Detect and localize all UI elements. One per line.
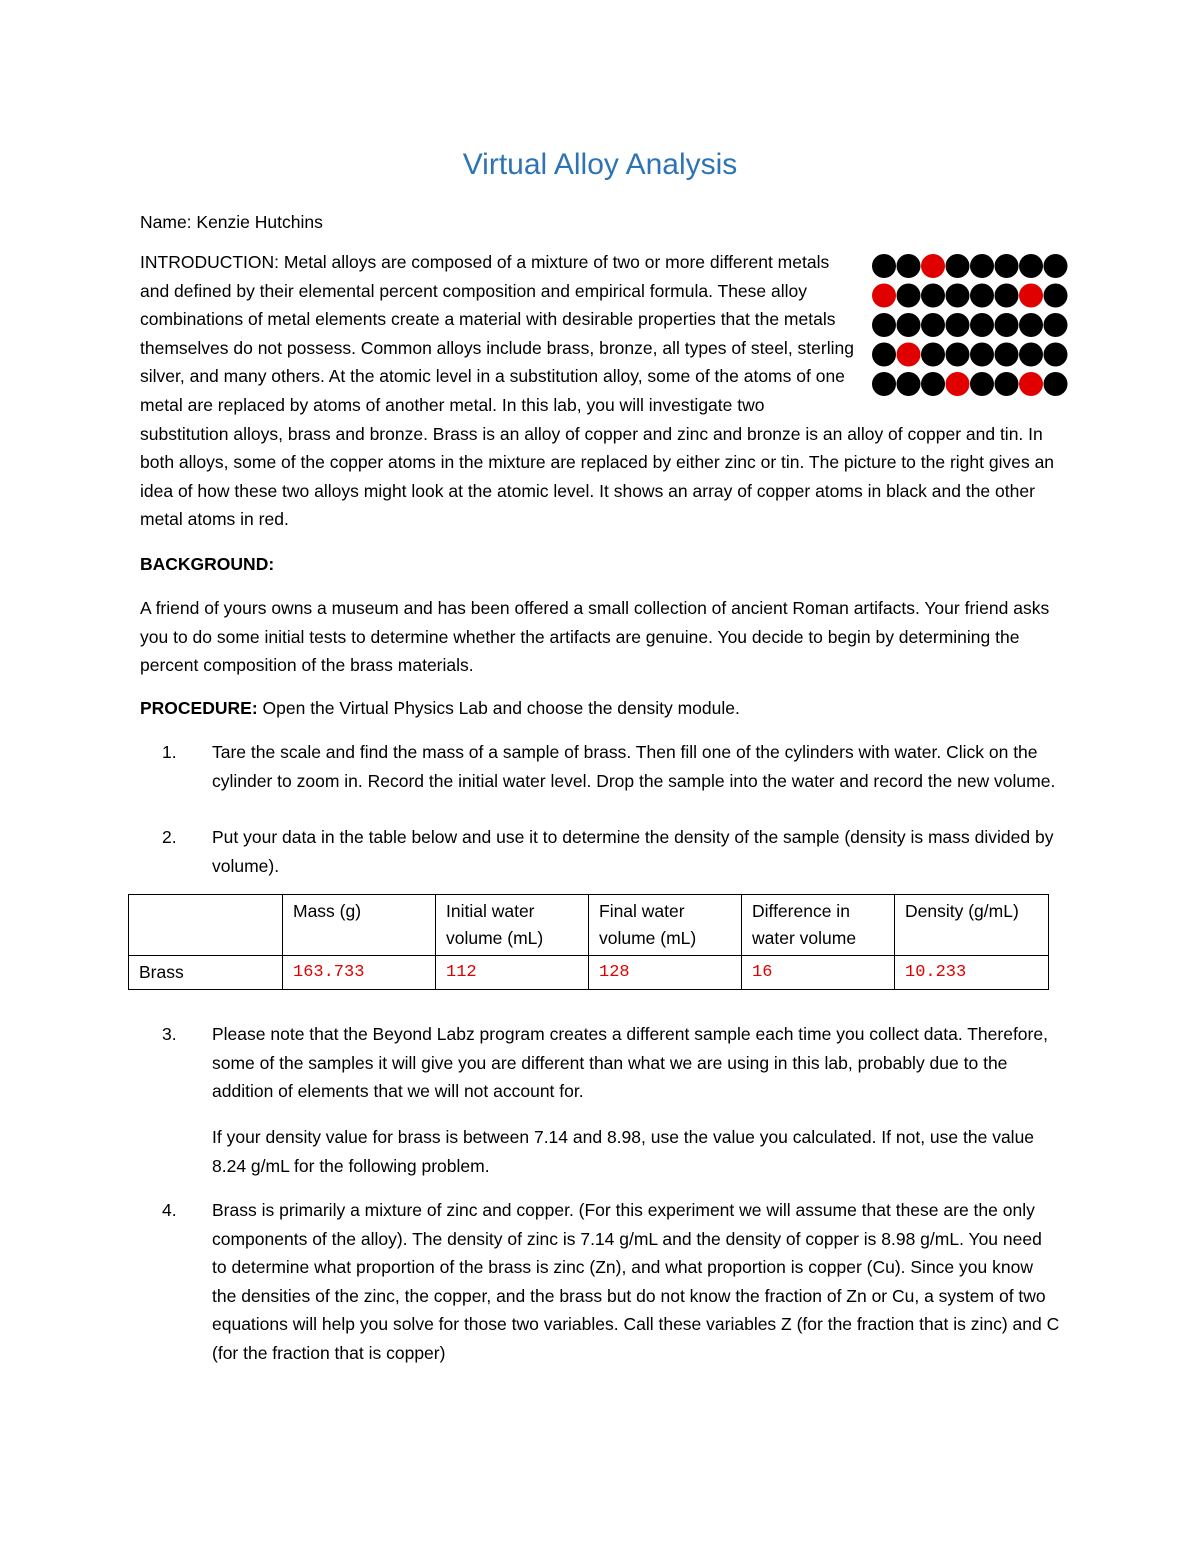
table-header-cell xyxy=(129,895,283,956)
table-header-row xyxy=(129,895,1049,956)
table-header-cell: Difference in water volume xyxy=(742,895,895,956)
step-3-note: If your density value for brass is between 7.14 and 8.98, use the value you calculated. If not, use the value 8.24 g/mL for the following problem. xyxy=(212,1127,1035,1176)
other-metal-atom xyxy=(897,343,921,367)
copper-atom xyxy=(1044,313,1068,337)
other-metal-atom xyxy=(1019,284,1043,308)
table-header-cell: Mass (g) xyxy=(283,895,436,956)
copper-atom xyxy=(921,313,945,337)
copper-atom xyxy=(872,343,896,367)
final-volume-value: 128 xyxy=(589,956,742,990)
other-metal-atom xyxy=(1019,372,1043,396)
copper-atom xyxy=(897,284,921,308)
copper-atom xyxy=(1019,254,1043,278)
copper-atom xyxy=(921,343,945,367)
copper-atom xyxy=(946,284,970,308)
copper-atom xyxy=(1044,372,1068,396)
copper-atom xyxy=(897,372,921,396)
copper-atom xyxy=(970,254,994,278)
introduction-text: Metal alloys are composed of a mixture of two or more different metals and defined by their elemental percent composition and empirical formula. These alloy combinations of metal elements create a material with desirable properties that the metals themselves do not possess. Common alloys include brass, bronze, all types of steel, sterling silver, and many others. At the atomic level in a substitution alloy, some of the atoms of one metal are replaced by atoms of another metal. In this lab, you will investigate two substitution alloys, brass and bronze. Brass is an alloy of copper and zinc and bronze is an alloy of copper and tin. In both alloys, some of the copper atoms in the mixture are replaced by either zinc or tin. The picture to the right gives an idea of how these two alloys might look at the atomic level. It shows an array of copper atoms in black and the other metal atoms in red. xyxy=(140,252,1055,530)
brass-data-table xyxy=(128,894,1049,990)
introduction-label: INTRODUCTION: xyxy=(140,252,280,272)
copper-atom xyxy=(897,254,921,278)
copper-atom xyxy=(970,343,994,367)
density-value: 10.233 xyxy=(895,956,1049,990)
copper-atom xyxy=(1044,254,1068,278)
table-header-cell: Initial water volume (mL) xyxy=(436,895,589,956)
copper-atom xyxy=(970,372,994,396)
introduction-paragraph xyxy=(140,248,1060,534)
background-heading: BACKGROUND: xyxy=(140,554,275,574)
copper-atom xyxy=(946,313,970,337)
step-text: Put your data in the table below and use it to determine the density of the sample (density is mass divided by volume). xyxy=(212,827,1054,876)
step-number: 1. xyxy=(162,742,177,762)
copper-atom xyxy=(897,313,921,337)
table-header-cell: Final water volume (mL) xyxy=(589,895,742,956)
table-header-cell: Density (g/mL) xyxy=(895,895,1049,956)
step-text: Please note that the Beyond Labz program creates a different sample each time you collect data. Therefore, some of the samples it will give you are different than what we are using in this lab, probably due to the addition of elements that we will not account for. xyxy=(212,1024,1048,1102)
copper-atom xyxy=(872,372,896,396)
copper-atom xyxy=(970,284,994,308)
initial-volume-value: 112 xyxy=(436,956,589,990)
copper-atom xyxy=(1019,313,1043,337)
step-number: 4. xyxy=(162,1200,177,1220)
copper-atom xyxy=(970,313,994,337)
other-metal-atom xyxy=(872,284,896,308)
mass-value: 163.733 xyxy=(283,956,436,990)
step-text: Brass is primarily a mixture of zinc and copper. (For this experiment we will assume that these are the only components of the alloy). The density of zinc is 7.14 g/mL and the density of copper is 8.98 g/mL. You need to determine what proportion of the brass is zinc (Zn), and what proportion is copper (Cu). Since you know the densities of the zinc, the copper, and the brass but do not know the fraction of Zn or Cu, a system of two equations will help you solve for those two variables. Call these variables Z (for the fraction that is zinc) and C (for the fraction that is copper) xyxy=(212,1200,1060,1363)
copper-atom xyxy=(946,254,970,278)
copper-atom xyxy=(995,284,1019,308)
step-text: Tare the scale and find the mass of a sample of brass. Then fill one of the cylinders with water. Click on the cylinder to zoom in. Record the initial water level. Drop the sample into the water and record the new volume. xyxy=(212,742,1056,791)
copper-atom xyxy=(872,313,896,337)
copper-atom xyxy=(995,254,1019,278)
background-paragraph: A friend of yours owns a museum and has been offered a small collection of ancient Roman artifacts. Your friend asks you to do some initial tests to determine whether the artifacts are genuine. You decide to begin by determining the percent composition of the brass materials. xyxy=(140,598,1050,676)
step-number: 3. xyxy=(162,1024,177,1044)
copper-atom xyxy=(995,372,1019,396)
copper-atom xyxy=(995,343,1019,367)
procedure-paragraph xyxy=(140,694,1060,723)
copper-atom xyxy=(946,343,970,367)
other-metal-atom xyxy=(921,254,945,278)
copper-atom xyxy=(995,313,1019,337)
volume-difference-value: 16 xyxy=(742,956,895,990)
student-name: Name: Kenzie Hutchins xyxy=(140,212,323,232)
table-row-label: Brass xyxy=(129,956,283,990)
atom-array-figure xyxy=(870,252,1068,404)
copper-atom xyxy=(921,284,945,308)
copper-atom xyxy=(872,254,896,278)
procedure-label: PROCEDURE: xyxy=(140,698,258,718)
copper-atom xyxy=(921,372,945,396)
step-number: 2. xyxy=(162,827,177,847)
page-title: Virtual Alloy Analysis xyxy=(462,148,738,181)
copper-atom xyxy=(1019,343,1043,367)
procedure-text: Open the Virtual Physics Lab and choose the density module. xyxy=(257,698,740,718)
table-row xyxy=(129,956,1049,990)
copper-atom xyxy=(1044,343,1068,367)
other-metal-atom xyxy=(946,372,970,396)
copper-atom xyxy=(1044,284,1068,308)
